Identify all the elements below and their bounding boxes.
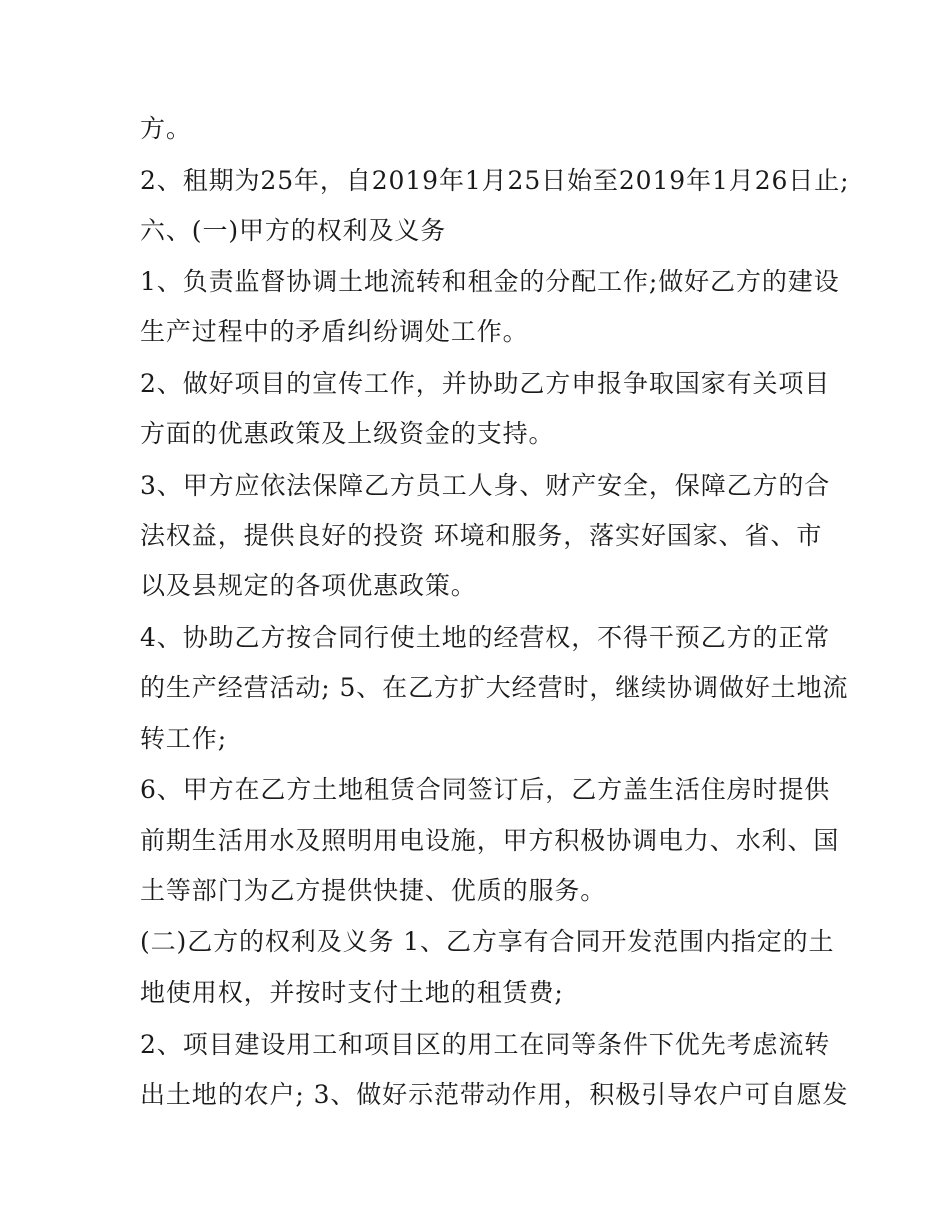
text-line: 3、甲方应依法保障乙方员工人身、财产安全，保障乙方的合 [140, 471, 831, 500]
text-line: 方面的优惠政策及上级资金的支持。 [140, 419, 555, 448]
text-line: 转工作; [140, 724, 228, 753]
section-heading: 六、(一)甲方的权利及义务 [140, 216, 447, 245]
text-line: 生产过程中的矛盾纠纷调处工作。 [140, 317, 529, 346]
text-line: 1、负责监督协调土地流转和租金的分配工作;做好乙方的建设 [140, 267, 840, 296]
text-line: 2、做好项目的宣传工作，并协助乙方申报争取国家有关项目 [140, 369, 831, 398]
text-line: 地使用权，并按时支付土地的租赁费; [140, 978, 564, 1007]
text-line: 2、租期为25年，自2019年1月25日始至2019年1月26日止; [140, 166, 850, 195]
text-line: 2、项目建设用工和项目区的用工在同等条件下优先考虑流转 [140, 1030, 831, 1059]
text-line: 以及县规定的各项优惠政策。 [140, 571, 477, 600]
section-heading: (二)乙方的权利及义务 1、乙方享有合同开发范围内指定的土 [140, 927, 835, 956]
text-line: 法权益，提供良好的投资 环境和服务，落实好国家、省、市 [140, 521, 823, 550]
text-line: 方。 [140, 114, 192, 143]
text-line: 土等部门为乙方提供快捷、优质的服务。 [140, 876, 607, 905]
text-line: 前期生活用水及照明用电设施，甲方积极协调电力、水利、国 [140, 826, 840, 855]
text-line: 出土地的农户; 3、做好示范带动作用，积极引导农户可自愿发 [140, 1080, 849, 1109]
text-line: 4、协助乙方按合同行使土地的经营权，不得干预乙方的正常 [140, 623, 831, 652]
text-line: 的生产经营活动; 5、在乙方扩大经营时，继续协调做好土地流 [140, 673, 849, 702]
text-line: 6、甲方在乙方土地租赁合同签订后，乙方盖生活住房时提供 [140, 775, 831, 804]
